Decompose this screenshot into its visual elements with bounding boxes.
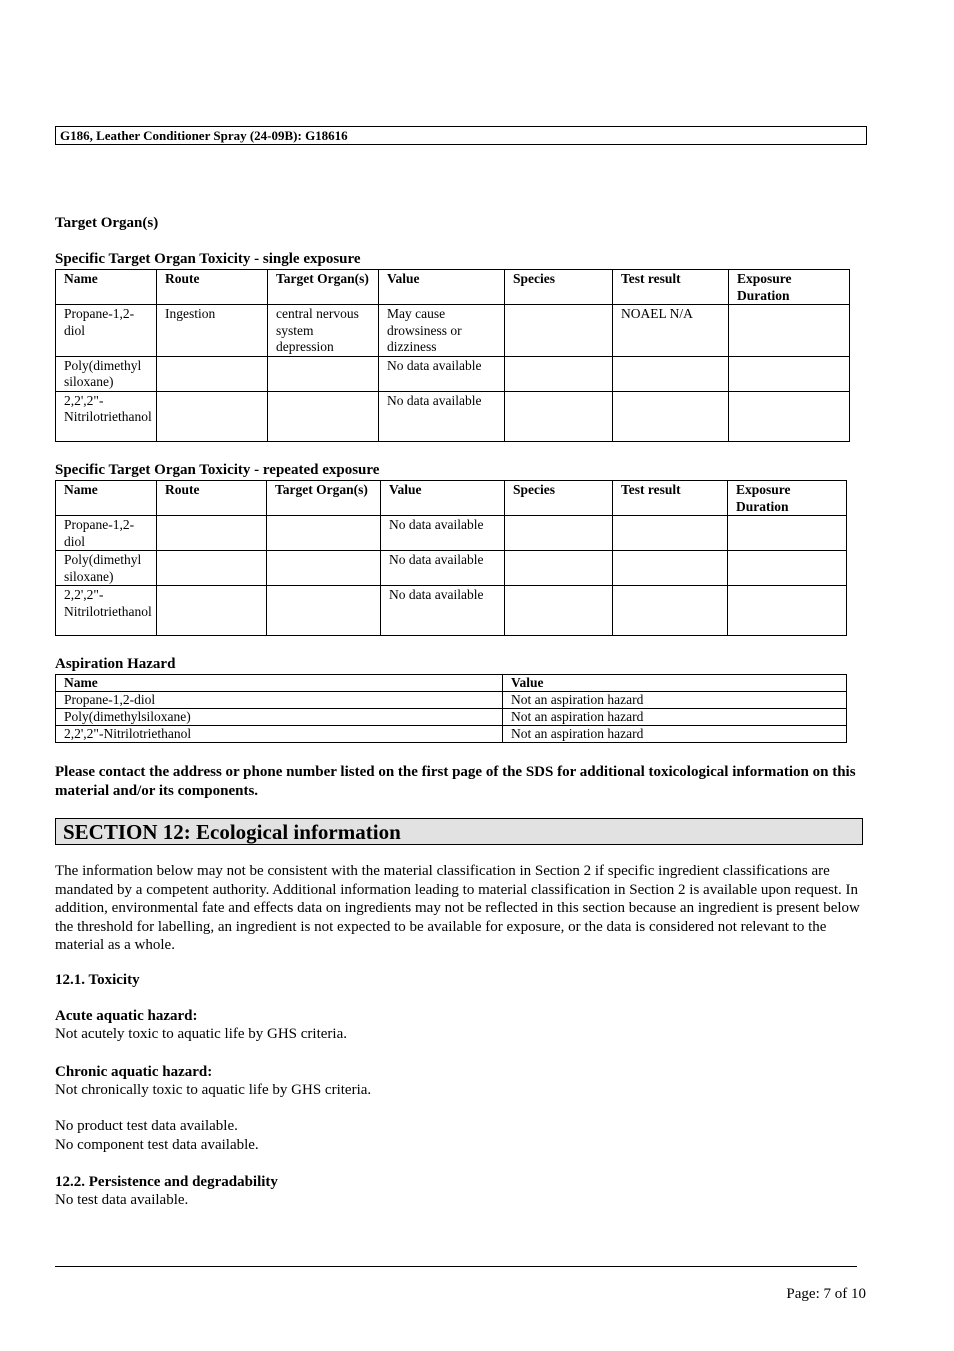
aspiration-hazard-title: Aspiration Hazard — [55, 656, 176, 672]
table-row — [56, 356, 850, 391]
cell-exposure-duration — [728, 586, 847, 636]
document-header: G186, Leather Conditioner Spray (24-09B): G18616 — [55, 126, 867, 145]
cell-value: May cause drowsiness or dizziness — [379, 305, 505, 357]
table-header-row — [56, 270, 850, 305]
cell-exposure-duration — [729, 391, 850, 441]
cell-species — [505, 516, 613, 551]
cell-exposure-duration — [729, 305, 850, 357]
cell-value: Not an aspiration hazard — [503, 726, 847, 743]
col-header-name: Name — [56, 270, 157, 305]
cell-name: 2,2',2"-Nitrilotriethanol — [56, 586, 157, 636]
footer-divider — [55, 1266, 857, 1267]
cell-target-organs — [268, 391, 379, 441]
cell-route — [157, 551, 267, 586]
single-exposure-title: Specific Target Organ Toxicity - single exposure — [55, 251, 361, 267]
col-header-test-result: Test result — [613, 481, 728, 516]
section-12-title: SECTION 12: Ecological information — [55, 818, 863, 845]
col-header-exposure-duration: Exposure Duration — [729, 270, 850, 305]
cell-name: Poly(dimethyl siloxane) — [56, 356, 157, 391]
target-organs-title: Target Organ(s) — [55, 215, 159, 231]
cell-target-organs — [268, 356, 379, 391]
col-header-test-result: Test result — [613, 270, 729, 305]
toxicity-heading: 12.1. Toxicity — [55, 972, 140, 988]
table-header-row — [56, 481, 847, 516]
no-component-data: No component test data available. — [55, 1137, 259, 1153]
col-header-value: Value — [381, 481, 505, 516]
cell-test-result — [613, 356, 729, 391]
cell-value: No data available — [381, 586, 505, 636]
col-header-route: Route — [157, 481, 267, 516]
single-exposure-table — [55, 269, 850, 442]
cell-route: Ingestion — [157, 305, 268, 357]
cell-target-organs: central nervous system depression — [268, 305, 379, 357]
cell-species — [505, 586, 613, 636]
cell-value: No data available — [381, 516, 505, 551]
table-row — [56, 391, 850, 441]
cell-name: Poly(dimethyl siloxane) — [56, 551, 157, 586]
table-row — [56, 692, 847, 709]
cell-species — [505, 305, 613, 357]
col-header-target-organs: Target Organ(s) — [268, 270, 379, 305]
table-row — [56, 516, 847, 551]
cell-value: No data available — [381, 551, 505, 586]
cell-name: 2,2',2"-Nitrilotriethanol — [56, 391, 157, 441]
contact-note: Please contact the address or phone number listed on the first page of the SDS for additional toxicological information on this material and/or its components. — [55, 764, 856, 799]
acute-hazard-heading: Acute aquatic hazard: — [55, 1008, 198, 1024]
repeated-exposure-title: Specific Target Organ Toxicity - repeated exposure — [55, 462, 380, 478]
cell-species — [505, 551, 613, 586]
col-header-species: Species — [505, 481, 613, 516]
table-row — [56, 726, 847, 743]
cell-exposure-duration — [729, 356, 850, 391]
table-row — [56, 709, 847, 726]
section-12-intro: The information below may not be consistent with the material classification in Section 2 if specific ingredient classifications are mandated by a competent authority. Additional information leading to material classification in Section 2 is available upon request. In addition, environmental fate and effects data on ingredients may not be reflected in this section because an ingredient is present below the threshold for labelling, an ingredient is not expected to be available for exposure, or the data is considered not relevant to the material as a whole. — [55, 863, 860, 954]
cell-target-organs — [267, 551, 381, 586]
acute-hazard-text: Not acutely toxic to aquatic life by GHS criteria. — [55, 1026, 347, 1042]
aspiration-hazard-table — [55, 674, 847, 743]
persistence-heading: 12.2. Persistence and degradability — [55, 1174, 278, 1190]
cell-species — [505, 356, 613, 391]
cell-route — [157, 356, 268, 391]
cell-name: Propane-1,2-diol — [56, 516, 157, 551]
cell-name: Poly(dimethylsiloxane) — [56, 709, 503, 726]
persistence-text: No test data available. — [55, 1192, 189, 1208]
cell-name: Propane-1,2-diol — [56, 305, 157, 357]
cell-name: 2,2',2"-Nitrilotriethanol — [56, 726, 503, 743]
col-header-route: Route — [157, 270, 268, 305]
cell-route — [157, 586, 267, 636]
cell-value: No data available — [379, 391, 505, 441]
chronic-hazard-text: Not chronically toxic to aquatic life by GHS criteria. — [55, 1082, 372, 1098]
table-row — [56, 305, 850, 357]
cell-value: No data available — [379, 356, 505, 391]
no-product-data: No product test data available. — [55, 1118, 238, 1134]
cell-target-organs — [267, 586, 381, 636]
cell-target-organs — [267, 516, 381, 551]
table-header-row — [56, 675, 847, 692]
cell-exposure-duration — [728, 551, 847, 586]
col-header-exposure-duration: Exposure Duration — [728, 481, 847, 516]
col-header-name: Name — [56, 481, 157, 516]
cell-value: Not an aspiration hazard — [503, 709, 847, 726]
cell-test-result — [613, 586, 728, 636]
cell-test-result — [613, 391, 729, 441]
col-header-name: Name — [56, 675, 503, 692]
cell-species — [505, 391, 613, 441]
cell-exposure-duration — [728, 516, 847, 551]
cell-test-result — [613, 551, 728, 586]
cell-route — [157, 516, 267, 551]
cell-name: Propane-1,2-diol — [56, 692, 503, 709]
chronic-hazard-heading: Chronic aquatic hazard: — [55, 1064, 213, 1080]
col-header-target-organs: Target Organ(s) — [267, 481, 381, 516]
col-header-value: Value — [379, 270, 505, 305]
cell-test-result: NOAEL N/A — [613, 305, 729, 357]
cell-value: Not an aspiration hazard — [503, 692, 847, 709]
col-header-species: Species — [505, 270, 613, 305]
cell-route — [157, 391, 268, 441]
repeated-exposure-table — [55, 480, 847, 636]
col-header-value: Value — [503, 675, 847, 692]
cell-test-result — [613, 516, 728, 551]
table-row — [56, 551, 847, 586]
table-row — [56, 586, 847, 636]
page-number: Page: 7 of 10 — [786, 1286, 866, 1302]
